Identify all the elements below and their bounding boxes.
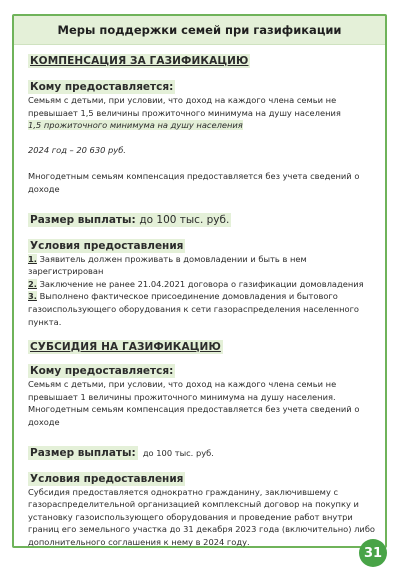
subsidy-heading: СУБСИДИЯ НА ГАЗИФИКАЦИЮ [30, 341, 221, 354]
subsidy-who-label: Кому предоставляется: [30, 365, 174, 378]
subsidy-large-families-note: Многодетным семьям компенсация предоставляется без учета сведений о доходе [28, 404, 360, 427]
subsidy-payment-label: Размер выплаты: [30, 446, 136, 459]
condition-item [28, 253, 378, 278]
condition-number: 3. [28, 291, 37, 302]
condition-text: Выполнено фактическое присоединение домовладения и бытового газоиспользующего оборудования к сети газораспределения населенного пункта. [28, 291, 360, 327]
condition-text: Заключение не ранее 21.04.2021 договора о газификации домовладения [39, 278, 364, 289]
main-content [28, 44, 378, 548]
subsidy-conditions-text: Субсидия предоставляется однократно гражданину, заключившему с газораспределительной организацией комплексный договор на покупку и установку газоиспользующего оборудования и проведение работ внутри границ его земельного участка до 31 декабря 2023 года (включительно) либо дополнительного соглашения к нему в 2024 году. [28, 486, 376, 547]
compensation-who-highlight: 1,5 прожиточного минимума на душу населения [28, 120, 243, 131]
condition-number: 1. [28, 253, 37, 264]
compensation-conditions-label: Условия предоставления [30, 239, 184, 252]
condition-number: 2. [28, 278, 37, 289]
compensation-large-families-note: Многодетным семьям компенсация предоставляется без учета сведений о доходе [28, 171, 360, 194]
subsidy-conditions-label: Условия предоставления [30, 472, 184, 485]
condition-item [28, 278, 378, 291]
compensation-year-value: 2024 год – 20 630 руб. [28, 144, 126, 155]
compensation-who-label: Кому предоставляется: [30, 81, 174, 93]
condition-item [28, 290, 378, 328]
compensation-payment-label: Размер выплаты: [30, 213, 136, 226]
condition-text: Заявитель должен проживать в домовладении и быть в нем зарегистрирован [28, 253, 307, 277]
compensation-payment [28, 208, 378, 227]
subsidy-payment [28, 441, 378, 460]
compensation-heading: КОМПЕНСАЦИЯ ЗА ГАЗИФИКАЦИЮ [30, 55, 249, 67]
compensation-payment-value: до 100 тыс. руб. [139, 213, 230, 226]
compensation-who-text: Семьям с детьми, при условии, что доход на каждого члена семьи не превышает 1,5 величины прожиточного минимума на душу населения [28, 95, 341, 118]
page-title: Меры поддержки семей при газификации [14, 16, 385, 45]
page-number-badge: 31 [359, 539, 387, 567]
subsidy-payment-value: до 100 тыс. руб. [142, 447, 214, 458]
subsidy-who-text: Семьям с детьми, при условии, что доход на каждого члена семьи не превышает 1 величины прожиточного минимума на душу населения. [28, 379, 337, 402]
